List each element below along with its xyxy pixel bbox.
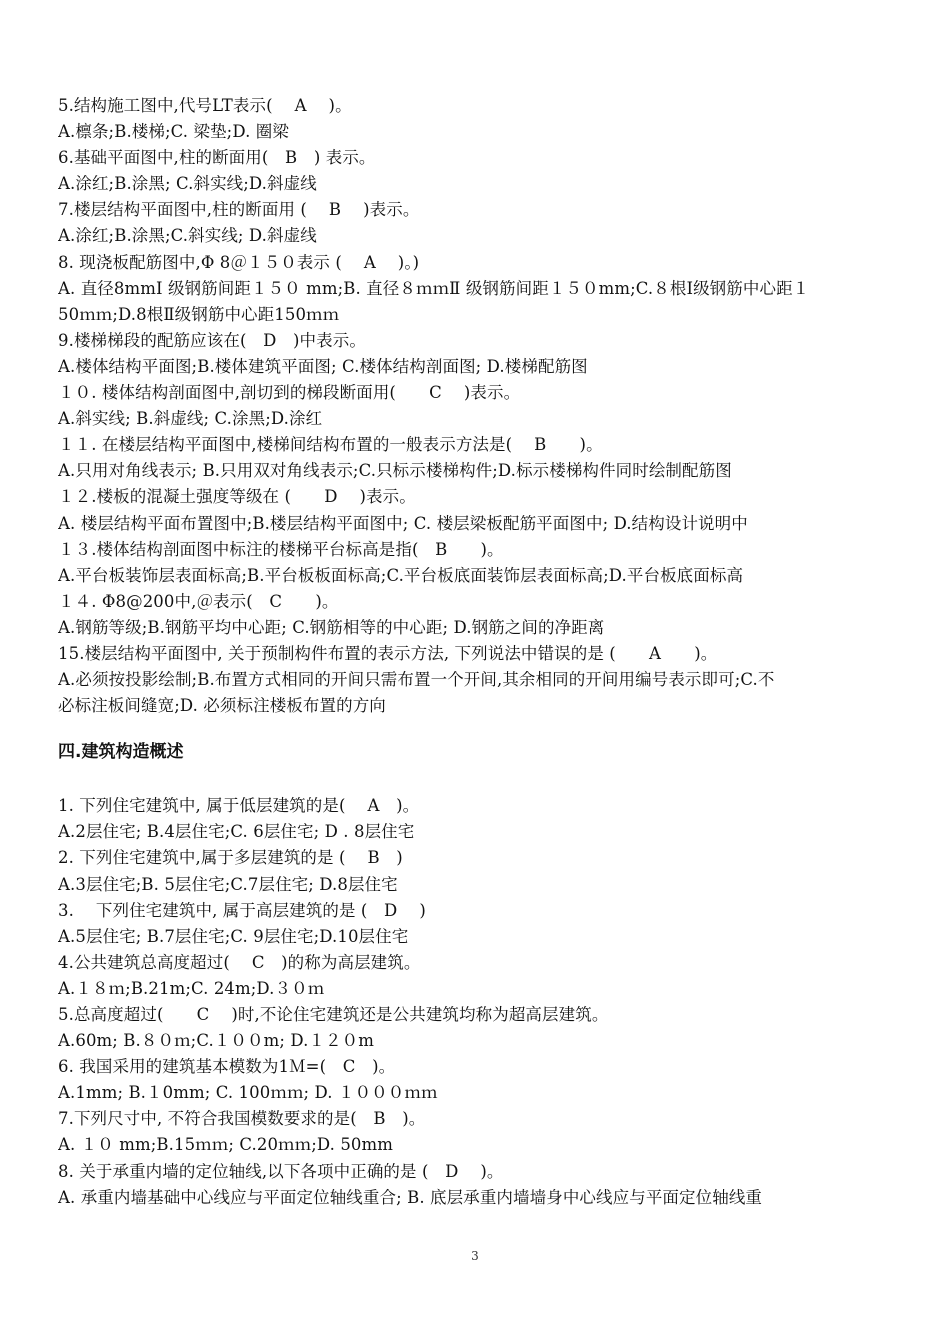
spacer bbox=[58, 765, 908, 793]
text-line: １２.楼板的混凝土强度等级在 ( D )表示。 bbox=[58, 487, 416, 507]
text-line: A.3层住宅;B. 5层住宅;C.7层住宅; D.8层住宅 bbox=[58, 874, 398, 894]
text-line: A.只用对角线表示; B.只用双对角线表示;C.只标示楼梯构件;D.标示楼梯构件同时绘制配筋图 bbox=[58, 461, 732, 481]
text-line: A.1mm; B.１0mm; C. 100ｍｍ; D. １０００ｍｍ bbox=[58, 1083, 438, 1103]
text-line: 5.结构施工图中,代号LT表示( A )。 bbox=[58, 96, 352, 115]
text-line: １０. 楼体结构剖面图中,剖切到的梯段断面用( C )表示。 bbox=[58, 383, 521, 403]
question-block-structural bbox=[58, 93, 908, 719]
text-line: 4.公共建筑总高度超过( C )的称为高层建筑。 bbox=[58, 952, 421, 972]
text-line: 8. 现浇板配筋图中,Φ 8＠１５０表示 ( A )。) bbox=[58, 252, 420, 272]
question-block-construction bbox=[58, 793, 908, 1211]
text-line: 5.总高度超过( C )时,不论住宅建筑还是公共建筑均称为超高层建筑。 bbox=[58, 1005, 609, 1024]
text-line: A.楼体结构平面图;B.楼体建筑平面图; C.楼体结构剖面图; D.楼梯配筋图 bbox=[58, 356, 588, 376]
text-line: １３.楼体结构剖面图中标注的楼梯平台标高是指( B )。 bbox=[58, 539, 504, 559]
text-line: A.檩条;B.楼梯;C. 梁垫;D. 圈梁 bbox=[58, 122, 289, 142]
text-line: A.涂红;B.涂黑; C.斜实线;D.斜虚线 bbox=[58, 174, 317, 194]
text-line: 50ｍｍ;D.8根Ⅱ级钢筋中心距150ｍｍ bbox=[58, 304, 340, 324]
text-line: A.60m; B.８０ｍ;C.１００m; D.１２０m bbox=[58, 1031, 374, 1051]
text-line: A.平台板装饰层表面标高;B.平台板板面标高;C.平台板底面装饰层表面标高;D.平台板底面标高 bbox=[58, 565, 744, 585]
text-line: A. 承重内墙基础中心线应与平面定位轴线重合; B. 底层承重内墙墙身中心线应与平面定位轴线重 bbox=[58, 1187, 763, 1207]
text-line: 6.基础平面图中,柱的断面用( B ) 表示。 bbox=[58, 148, 376, 168]
section-heading: 四.建筑构造概述 bbox=[58, 742, 184, 763]
text-line: 9.楼梯梯段的配筋应该在( D )中表示。 bbox=[58, 330, 366, 350]
text-line: A. 楼层结构平面布置图中;B.楼层结构平面图中; C. 楼层梁板配筋平面图中; D.结构设计说明中 bbox=[58, 513, 748, 533]
text-line: 8. 关于承重内墙的定位轴线,以下各项中正确的是 ( D )。 bbox=[58, 1161, 504, 1181]
text-line: 3. 下列住宅建筑中, 属于高层建筑的是 ( D ) bbox=[58, 900, 426, 920]
text-line: 7.下列尺寸中, 不符合我国模数要求的是( B )。 bbox=[58, 1109, 426, 1129]
spacer bbox=[58, 719, 908, 739]
text-line: １１. 在楼层结构平面图中,楼梯间结构布置的一般表示方法是( B )。 bbox=[58, 435, 603, 455]
text-line: 7.楼层结构平面图中,柱的断面用 ( B )表示。 bbox=[58, 200, 420, 220]
text-line: A.１８ｍ;B.21m;C. 24m;D.３０ｍ bbox=[58, 978, 325, 998]
text-line: A.斜实线; B.斜虚线; C.涂黑;D.涂红 bbox=[58, 409, 323, 429]
text-line: A. １０ mm;B.15ｍｍ; C.20ｍｍ;D. 50mm bbox=[58, 1135, 394, 1155]
text-line: 必标注板间缝宽;D. 必须标注楼板布置的方向 bbox=[58, 696, 386, 716]
text-line: 15.楼层结构平面图中, 关于预制构件布置的表示方法, 下列说法中错误的是 ( A )。 bbox=[58, 643, 718, 663]
text-line: 2. 下列住宅建筑中,属于多层建筑的是 ( B ) bbox=[58, 848, 403, 868]
text-line: A.2层住宅; B.4层住宅;C. 6层住宅; D . 8层住宅 bbox=[58, 822, 415, 842]
text-line: A.必须按投影绘制;B.布置方式相同的开间只需布置一个开间,其余相同的开间用编号表示即可;C.不 bbox=[58, 670, 775, 690]
text-line: 6. 我国采用的建筑基本模数为1Ｍ=( C )。 bbox=[58, 1057, 396, 1077]
text-line: A. 直径8mmⅠ 级钢筋间距１５０ mm;B. 直径８ｍｍⅡ 级钢筋间距１５０mm;C.８根Ⅰ级钢筋中心距１ bbox=[58, 278, 810, 298]
text-line: 1. 下列住宅建筑中, 属于低层建筑的是( A )。 bbox=[58, 796, 420, 816]
document-page bbox=[58, 93, 908, 1211]
text-line: A.涂红;B.涂黑;C.斜实线; D.斜虚线 bbox=[58, 226, 317, 246]
text-line: １４. Φ8@200中,＠表示( C )。 bbox=[58, 591, 339, 611]
page-number: 3 bbox=[471, 1249, 479, 1263]
text-line: A.5层住宅; B.7层住宅;C. 9层住宅;D.10层住宅 bbox=[58, 926, 409, 946]
text-line: A.钢筋等级;B.钢筋平均中心距; C.钢筋相等的中心距; D.钢筋之间的净距离 bbox=[58, 617, 605, 637]
